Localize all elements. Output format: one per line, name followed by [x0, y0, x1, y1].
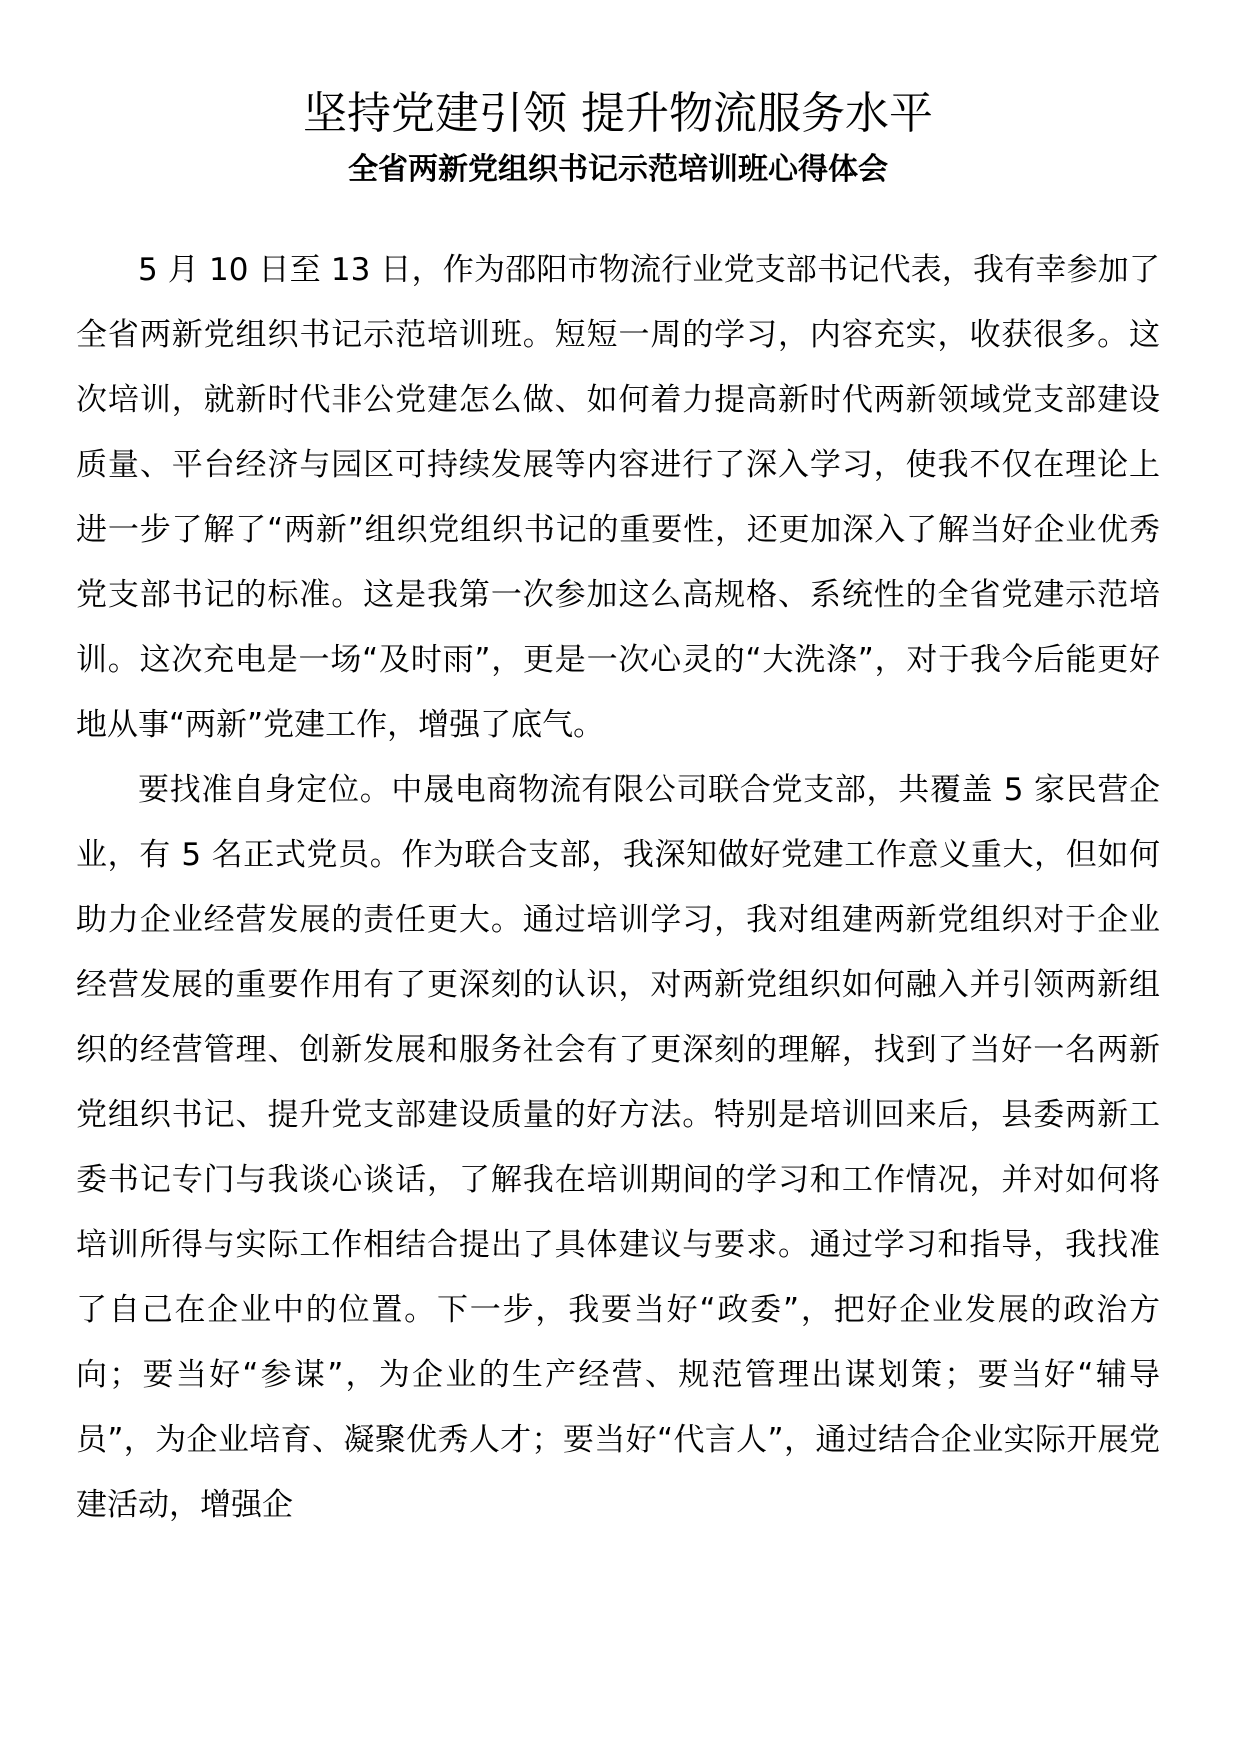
paragraph-2: 要找准自身定位。中晟电商物流有限公司联合党支部，共覆盖 5 家民营企业，有 5 名正式党员。作为联合支部，我深知做好党建工作意义重大，但如何助力企业经营发展的责任更大。通过培训学习，我对组建两新党组织对于企业经营发展的重要作用有了更深刻的认识，对两新党组织如何融入并引领两新组织的经营管理、创新发展和服务社会有了更深刻的理解，找到了当好一名两新党组织书记、提升党支部建设质量的好方法。特别是培训回来后，县委两新工委书记专门与我谈心谈话，了解我在培训期间的学习和工作情况，并对如何将培训所得与实际工作相结合提出了具体建议与要求。通过学习和指导，我找准了自己在企业中的位置。下一步，我要当好“政委”，把好企业发展的政治方向；要当好“参谋”，为企业的生产经营、规范管理出谋划策；要当好“辅导员”，为企业培育、凝聚优秀人才；要当好“代言人”，通过结合企业实际开展党建活动，增强企 — [76, 772, 1160, 1523]
document-title: 坚持党建引领 提升物流服务水平 — [303, 88, 933, 139]
paragraph-1: 5 月 10 日至 13 日，作为邵阳市物流行业党支部书记代表，我有幸参加了全省两新党组织书记示范培训班。短短一周的学习，内容充实，收获很多。这次培训，就新时代非公党建怎么做、如何着力提高新时代两新领域党支部建设质量、平台经济与园区可持续发展等内容进行了深入学习，使我不仅在理论上进一步了解了“两新”组织党组织书记的重要性，还更加深入了解当好企业优秀党支部书记的标准。这是我第一次参加这么高规格、系统性的全省党建示范培训。这次充电是一场“及时雨”，更是一次心灵的“大洗涤”，对于我今后能更好地从事“两新”党建工作，增强了底气。 — [76, 252, 1160, 743]
document-subtitle: 全省两新党组织书记示范培训班心得体会 — [348, 152, 888, 187]
document-body — [76, 238, 1160, 1538]
